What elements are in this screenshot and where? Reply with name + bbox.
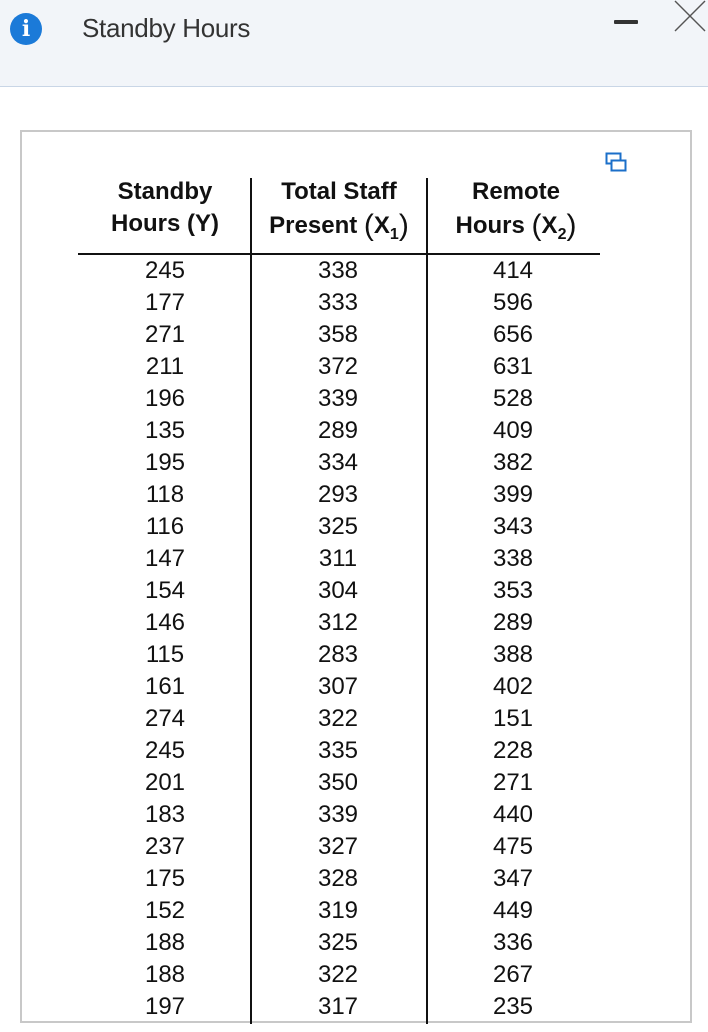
header-standby-line2: Hours (Y): [111, 210, 219, 237]
table-cell: 353: [492, 577, 534, 604]
table-cell: 312: [317, 609, 359, 636]
table-cell: 631: [492, 353, 534, 380]
info-icon: i: [10, 13, 42, 45]
table-cell: 339: [317, 801, 359, 828]
table-cell: 596: [492, 289, 534, 316]
table-cell: 267: [492, 961, 534, 988]
table-cell: 293: [317, 481, 359, 508]
table-cell: 339: [317, 385, 359, 412]
table-cell: 333: [317, 289, 359, 316]
header-x1-var: X: [373, 212, 390, 239]
table-cell: 289: [492, 609, 534, 636]
table-cell: 135: [144, 417, 186, 444]
table-cell: 358: [317, 321, 359, 348]
table-cell: 289: [317, 417, 359, 444]
table-cell: 343: [492, 513, 534, 540]
column-divider-2: [426, 178, 428, 1024]
column-total-staff: [263, 255, 413, 1023]
close-icon[interactable]: [672, 0, 706, 32]
header-remote-line1: Remote: [471, 178, 561, 205]
table-cell: 147: [144, 545, 186, 572]
table-cell: 188: [144, 961, 186, 988]
table-cell: 322: [317, 705, 359, 732]
table-cell: 317: [317, 993, 359, 1020]
table-cell: 271: [144, 321, 186, 348]
table-cell: 152: [144, 897, 186, 924]
table-cell: 449: [492, 897, 534, 924]
table-cell: 338: [492, 545, 534, 572]
table-cell: 201: [144, 769, 186, 796]
table-cell: 319: [317, 897, 359, 924]
table-cell: 322: [317, 961, 359, 988]
table-cell: 196: [144, 385, 186, 412]
table-cell: 228: [492, 737, 534, 764]
window-title: Standby Hours: [82, 13, 251, 43]
table-cell: 414: [492, 257, 534, 284]
column-remote-hours: [438, 255, 588, 1023]
table-cell: 382: [492, 449, 534, 476]
table-cell: 245: [144, 257, 186, 284]
table-cell: 347: [492, 865, 534, 892]
table-cell: 175: [144, 865, 186, 892]
table-cell: 197: [144, 993, 186, 1020]
table-cell: 183: [144, 801, 186, 828]
table-cell: 328: [317, 865, 359, 892]
table-cell: 235: [492, 993, 534, 1020]
table-cell: 388: [492, 641, 534, 668]
table-cell: 146: [144, 609, 186, 636]
table-cell: 350: [317, 769, 359, 796]
table-cell: 245: [144, 737, 186, 764]
table-cell: 372: [317, 353, 359, 380]
header-standby-hours: [90, 176, 240, 240]
header-total-staff-line1: Total Staff: [281, 178, 397, 205]
column-divider-1: [250, 178, 252, 1024]
table-cell: 188: [144, 929, 186, 956]
table-cell: 475: [492, 833, 534, 860]
header-remote-hours: [428, 176, 604, 245]
table-cell: 656: [492, 321, 534, 348]
table-cell: 115: [145, 641, 185, 668]
table-cell: 325: [317, 513, 359, 540]
table-cell: 334: [317, 449, 359, 476]
table-cell: 336: [492, 929, 534, 956]
column-standby-hours: [90, 255, 240, 1023]
table-cell: 116: [145, 513, 185, 540]
header-x2-sub: 2: [557, 226, 567, 243]
table-cell: 327: [317, 833, 359, 860]
table-cell: 237: [144, 833, 186, 860]
header-standby-line1: Standby: [117, 178, 213, 205]
table-cell: 151: [492, 705, 534, 732]
minimize-button[interactable]: [614, 14, 638, 38]
table-cell: 311: [318, 545, 358, 572]
table-cell: 274: [144, 705, 186, 732]
header-total-staff-line2: Present $(X_1)$: [269, 209, 409, 243]
table-cell: 409: [492, 417, 534, 444]
table-cell: 118: [145, 481, 185, 508]
window-header: [0, 0, 708, 87]
table-cell: 161: [144, 673, 186, 700]
table-cell: 211: [145, 353, 185, 380]
header-total-staff: [251, 176, 427, 245]
table-cell: 271: [492, 769, 534, 796]
table-cell: 528: [492, 385, 534, 412]
table-cell: 307: [317, 673, 359, 700]
header-x1-sub: 1: [389, 226, 399, 243]
table-cell: 304: [317, 577, 359, 604]
header-x2-var: X: [541, 212, 558, 239]
header-total-staff-prefix: Present: [269, 212, 358, 239]
table-cell: 154: [144, 577, 186, 604]
header-remote-prefix: Hours: [455, 212, 525, 239]
table-cell: 402: [492, 673, 534, 700]
table-cell: 399: [492, 481, 534, 508]
table-cell: 325: [317, 929, 359, 956]
table-cell: 335: [317, 737, 359, 764]
copy-icon[interactable]: [605, 152, 627, 172]
table-cell: 195: [144, 449, 186, 476]
header-remote-line2: Hours $(X_2)$: [455, 209, 577, 243]
table-cell: 338: [317, 257, 359, 284]
table-cell: 177: [144, 289, 186, 316]
table-cell: 283: [317, 641, 359, 668]
table-cell: 440: [492, 801, 534, 828]
